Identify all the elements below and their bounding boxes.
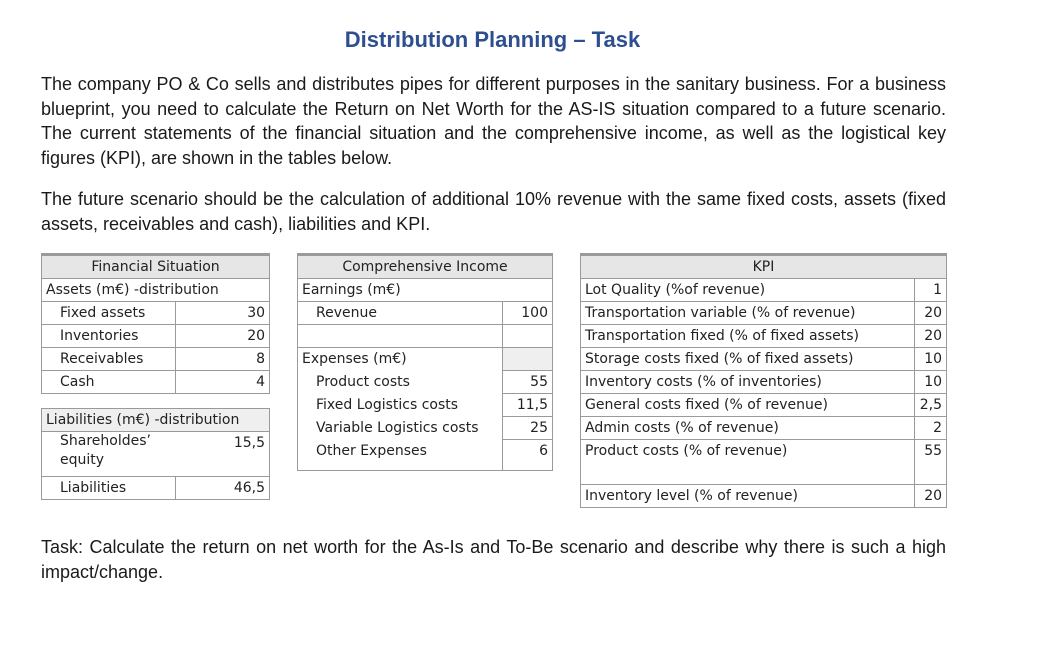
table-row [581, 485, 947, 508]
expense-value: 55 [503, 371, 553, 394]
kpi-label: Inventory costs (% of inventories) [581, 371, 915, 394]
table-row [298, 394, 553, 417]
kpi-label: Product costs (% of revenue) [581, 440, 915, 463]
liability-label: Liabilities [42, 477, 176, 500]
asset-label: Inventories [42, 325, 176, 348]
kpi-label: Lot Quality (%of revenue) [581, 279, 915, 302]
asset-value: 30 [176, 302, 270, 325]
kpi-value: 20 [915, 302, 947, 325]
inventory-level-value: 20 [915, 485, 947, 508]
expense-value: 11,5 [503, 394, 553, 417]
liability-value: 15,5 [176, 432, 270, 477]
table-row [42, 477, 270, 500]
table-row [298, 371, 553, 394]
table-row [581, 279, 947, 302]
table-row [581, 417, 947, 440]
asset-value: 4 [176, 371, 270, 394]
expense-value: 25 [503, 417, 553, 440]
kpi-label: General costs fixed (% of revenue) [581, 394, 915, 417]
table-row [581, 440, 947, 463]
table-row [42, 371, 270, 394]
table-row [42, 432, 270, 477]
table-row [298, 440, 553, 463]
table-row [581, 348, 947, 371]
kpi-value: 2,5 [915, 394, 947, 417]
kpi-label: Transportation variable (% of revenue) [581, 302, 915, 325]
scenario-paragraph: The future scenario should be the calculation of additional 10% revenue with the same fixed costs, assets (fixed assets, receivables and cash), liabilities and KPI. [41, 189, 946, 234]
kpi-value: 10 [915, 371, 947, 394]
table-row [42, 325, 270, 348]
table-row [42, 302, 270, 325]
income-header: Comprehensive Income [298, 255, 553, 279]
expense-value: 6 [503, 440, 553, 463]
expense-label: Fixed Logistics costs [298, 394, 503, 417]
financial-header: Financial Situation [42, 255, 270, 279]
assets-header: Assets (m€) -distribution [42, 279, 270, 302]
kpi-table [580, 253, 947, 508]
table-row [42, 348, 270, 371]
expense-label: Product costs [298, 371, 503, 394]
asset-label: Cash [42, 371, 176, 394]
kpi-value: 20 [915, 325, 947, 348]
inventory-level-label: Inventory level (% of revenue) [581, 485, 915, 508]
comprehensive-income-table [297, 253, 553, 471]
table-row [581, 325, 947, 348]
revenue-value: 100 [503, 302, 553, 325]
table-row [298, 417, 553, 440]
asset-value: 20 [176, 325, 270, 348]
kpi-header: KPI [581, 255, 947, 279]
kpi-label: Admin costs (% of revenue) [581, 417, 915, 440]
expenses-header: Expenses (m€) [298, 348, 503, 371]
earnings-header: Earnings (m€) [298, 279, 553, 302]
kpi-label: Storage costs fixed (% of fixed assets) [581, 348, 915, 371]
liability-value: 46,5 [176, 477, 270, 500]
financial-situation-table [41, 253, 270, 500]
kpi-value: 10 [915, 348, 947, 371]
liabilities-header: Liabilities (m€) -distribution [42, 409, 270, 432]
table-row [298, 302, 553, 325]
asset-value: 8 [176, 348, 270, 371]
asset-label: Receivables [42, 348, 176, 371]
page-title: Distribution Planning – Task [344, 27, 641, 52]
expense-label: Other Expenses [298, 440, 503, 463]
table-row [581, 302, 947, 325]
liability-label: Shareholdes’ equity [42, 432, 176, 477]
asset-label: Fixed assets [42, 302, 176, 325]
table-row [581, 394, 947, 417]
kpi-label: Transportation fixed (% of fixed assets) [581, 325, 915, 348]
intro-paragraph: The company PO & Co sells and distributes pipes for different purposes in the sanitary business. For a business blueprint, you need to calculate the Return on Net Worth for the AS-IS situation compared to a future scenario. The current statements of the financial situation and the comprehensive income, as well as the logistical key figures (KPI), are shown in the tables below. [41, 74, 946, 168]
expense-label: Variable Logistics costs [298, 417, 503, 440]
table-row [581, 371, 947, 394]
kpi-value: 55 [915, 440, 947, 463]
task-paragraph: Task: Calculate the return on net worth for the As-Is and To-Be scenario and describe why there is such a high impact/change. [41, 537, 946, 582]
kpi-value: 1 [915, 279, 947, 302]
kpi-value: 2 [915, 417, 947, 440]
revenue-label: Revenue [298, 302, 503, 325]
